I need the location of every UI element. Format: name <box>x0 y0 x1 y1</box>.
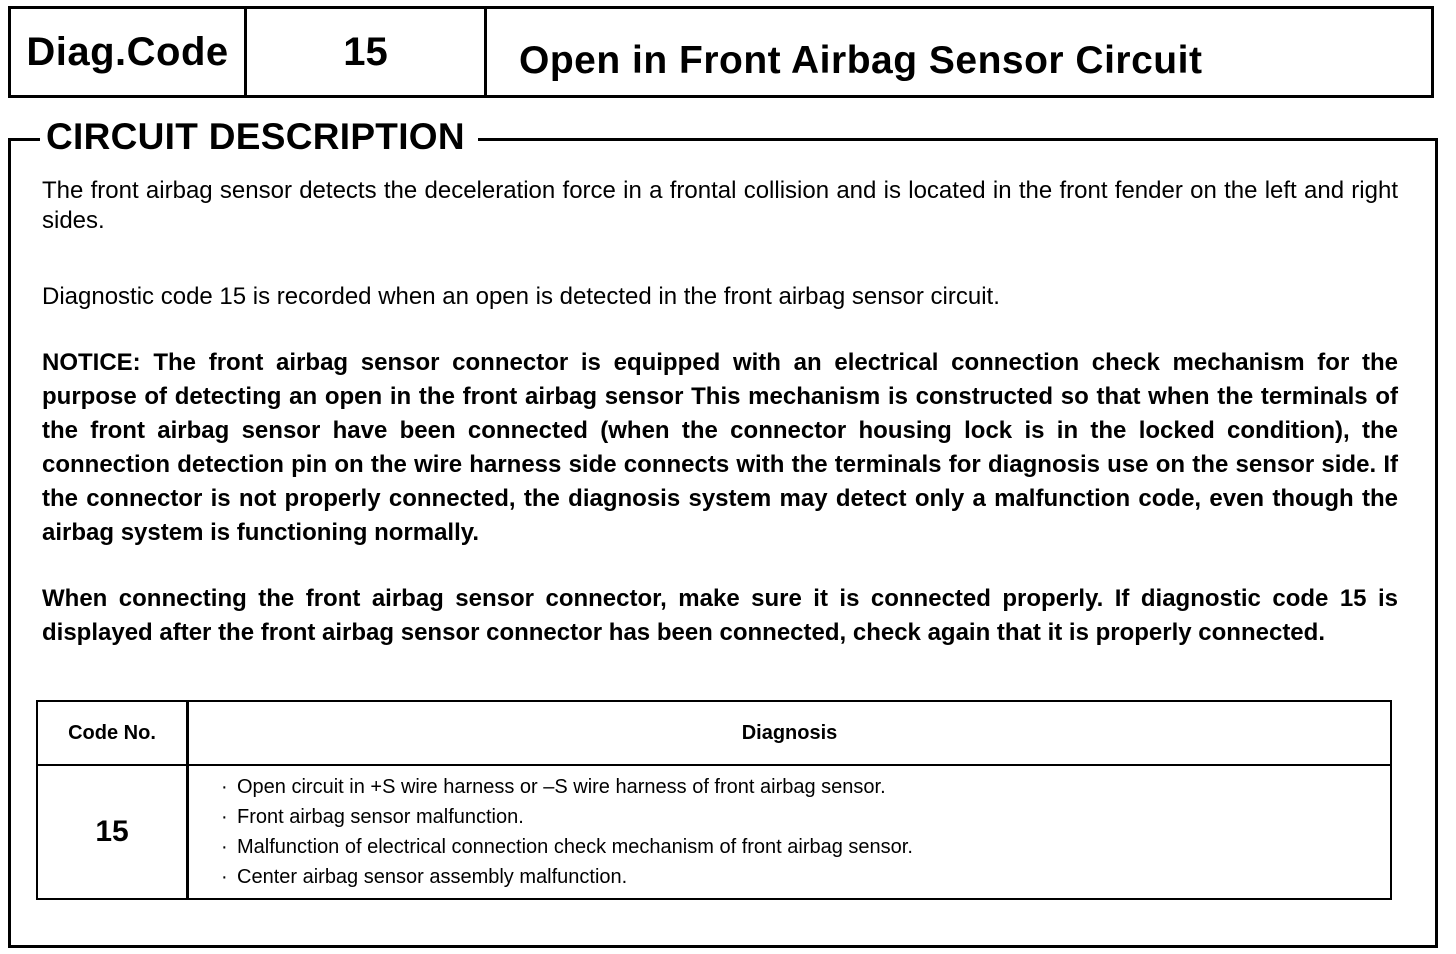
frame-top-border-left <box>8 138 40 141</box>
bullet-icon: · <box>221 776 228 798</box>
section-title: CIRCUIT DESCRIPTION <box>46 116 465 157</box>
diagnosis-list <box>221 772 1390 892</box>
row-diagnosis <box>188 765 1392 899</box>
description-paragraph-2: Diagnostic code 15 is recorded when an open is detected in the front airbag sensor circuit. <box>42 283 1000 310</box>
list-item <box>221 832 1390 862</box>
bullet-icon: · <box>221 806 228 828</box>
row-code-no: 15 <box>37 765 188 899</box>
table-row <box>37 765 1391 899</box>
diagnosis-table <box>36 700 1392 900</box>
connection-instruction-paragraph: When connecting the front airbag sensor connector, make sure it is connected properly. If diagnostic code 15 is displayed after the front airbag sensor connector has been connected, check again that it is properly connected. <box>42 585 1398 646</box>
diagnosis-item-text: Center airbag sensor assembly malfunction. <box>237 866 628 888</box>
frame-top-border-right <box>478 138 1438 141</box>
bullet-icon: · <box>221 866 228 888</box>
diag-code-label: Diag.Code <box>11 9 247 95</box>
list-item <box>221 772 1390 802</box>
diag-header <box>8 6 1434 98</box>
table-header-row <box>37 701 1391 765</box>
diag-title: Open in Front Airbag Sensor Circuit <box>519 39 1203 82</box>
description-paragraph-1: The front airbag sensor detects the deceleration force in a frontal collision and is located in the front fender on the left and right sides. <box>42 177 1398 234</box>
header-diagnosis: Diagnosis <box>188 701 1392 765</box>
notice-paragraph: NOTICE: The front airbag sensor connector is equipped with an electrical connection check mechanism for the purpose of detecting an open in the front airbag sensor This mechanism is constructed so that when the terminals of the front airbag sensor have been connected (when the connector housing lock is in the locked condition), the connection detection pin on the wire harness side connects with the terminals for diagnosis use on the sensor side. If the connector is not properly connected, the diagnosis system may detect only a malfunction code, even though the airbag system is functioning normally. <box>42 349 1398 546</box>
diagnosis-item-text: Open circuit in +S wire harness or –S wire harness of front airbag sensor. <box>237 776 886 798</box>
bullet-icon: · <box>221 836 228 858</box>
list-item <box>221 862 1390 892</box>
header-code-no: Code No. <box>37 701 188 765</box>
diag-code-number: 15 <box>247 9 487 95</box>
diagnosis-item-text: Front airbag sensor malfunction. <box>237 806 524 828</box>
diagnosis-item-text: Malfunction of electrical connection check mechanism of front airbag sensor. <box>237 836 913 858</box>
list-item <box>221 802 1390 832</box>
